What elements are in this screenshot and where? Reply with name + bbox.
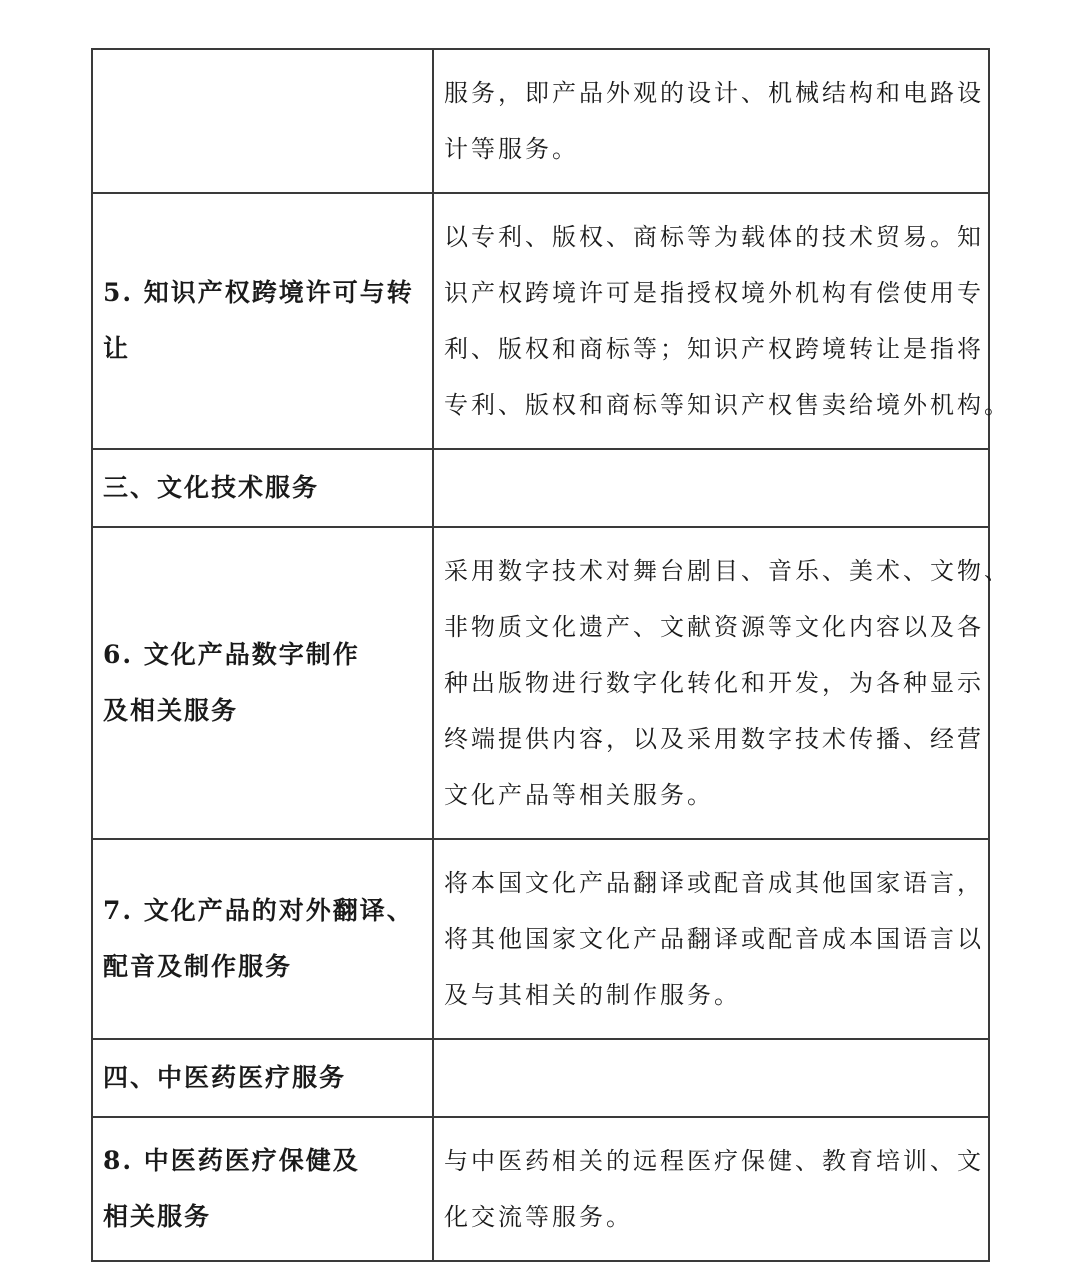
table-row bbox=[92, 193, 989, 449]
category-title-line: 相关服务 bbox=[103, 1202, 212, 1231]
section-heading: 三、文化技术服务 bbox=[103, 473, 320, 502]
section-heading: 四、中医药医疗服务 bbox=[103, 1063, 347, 1092]
description-line: 计等服务。 bbox=[444, 135, 579, 163]
description-cell bbox=[433, 449, 989, 527]
category-title-line: 7. 文化产品的对外翻译、 bbox=[103, 896, 414, 925]
description-line: 专利、版权和商标等知识产权售卖给境外机构。 bbox=[444, 391, 1011, 419]
description-line: 将其他国家文化产品翻译或配音成本国语言以 bbox=[444, 925, 984, 953]
category-title-line: 及相关服务 bbox=[103, 696, 239, 725]
description-line: 与中医药相关的远程医疗保健、教育培训、文 bbox=[444, 1147, 984, 1175]
description-line: 将本国文化产品翻译或配音成其他国家语言， bbox=[444, 869, 984, 897]
service-catalog-table bbox=[91, 48, 1011, 1262]
description-line: 化交流等服务。 bbox=[444, 1203, 633, 1231]
table-row bbox=[92, 49, 989, 193]
category-title-line: 8. 中医药医疗保健及 bbox=[103, 1146, 360, 1175]
table-row bbox=[92, 839, 989, 1039]
section-heading-cell bbox=[92, 1039, 433, 1117]
table-row bbox=[92, 449, 989, 527]
category-title-line: 配音及制作服务 bbox=[103, 952, 293, 981]
description-line: 及与其相关的制作服务。 bbox=[444, 981, 741, 1009]
section-heading-cell bbox=[92, 449, 433, 527]
category-cell bbox=[92, 49, 433, 193]
category-cell bbox=[92, 839, 433, 1039]
description-cell bbox=[433, 1117, 989, 1261]
description-line: 识产权跨境许可是指授权境外机构有偿使用专 bbox=[444, 279, 984, 307]
description-cell bbox=[433, 527, 1011, 839]
category-cell bbox=[92, 193, 433, 449]
description-line: 利、版权和商标等；知识产权跨境转让是指将 bbox=[444, 335, 984, 363]
table-row bbox=[92, 1117, 989, 1261]
category-cell bbox=[92, 527, 433, 839]
category-cell bbox=[92, 1117, 433, 1261]
description-line: 种出版物进行数字化转化和开发，为各种显示 bbox=[444, 669, 984, 697]
description-line: 终端提供内容，以及采用数字技术传播、经营 bbox=[444, 725, 984, 753]
category-title-line: 5. 知识产权跨境许可与转 bbox=[103, 278, 414, 307]
table-row bbox=[92, 527, 989, 839]
description-cell bbox=[433, 1039, 989, 1117]
description-cell bbox=[433, 49, 989, 193]
description-cell bbox=[433, 839, 989, 1039]
category-title-line: 让 bbox=[103, 334, 131, 363]
description-line: 以专利、版权、商标等为载体的技术贸易。知 bbox=[444, 223, 984, 251]
description-line: 服务，即产品外观的设计、机械结构和电路设 bbox=[444, 79, 984, 107]
description-cell bbox=[433, 193, 1011, 449]
description-line: 文化产品等相关服务。 bbox=[444, 781, 714, 809]
description-line: 采用数字技术对舞台剧目、音乐、美术、文物、 bbox=[444, 557, 1011, 585]
description-line: 非物质文化遗产、文献资源等文化内容以及各 bbox=[444, 613, 984, 641]
category-title-line: 6. 文化产品数字制作 bbox=[103, 640, 360, 669]
table-row bbox=[92, 1039, 989, 1117]
